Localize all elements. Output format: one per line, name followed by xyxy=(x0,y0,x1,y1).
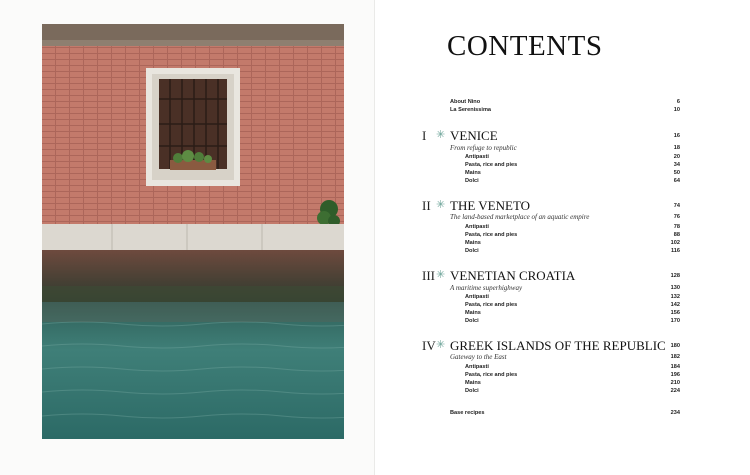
section-title: VENICE xyxy=(450,128,498,143)
section-subtitle-page: 182 xyxy=(670,354,680,360)
toc-entry-page: 78 xyxy=(673,224,680,230)
toc-entry-page: 234 xyxy=(670,410,680,416)
section-subtitle-label: From refuge to republic xyxy=(450,144,517,152)
toc-entry-label: About Nino xyxy=(450,99,481,105)
toc-entry-label: Dolci xyxy=(465,388,479,394)
toc-entry-label: Antipasti xyxy=(465,224,489,230)
section-numeral: II xyxy=(422,198,431,213)
section-title: GREEK ISLANDS OF THE REPUBLIC xyxy=(450,338,666,353)
toc-entry-page: 142 xyxy=(670,302,680,308)
toc-entry-page: 102 xyxy=(670,240,680,246)
toc-entry-label: Mains xyxy=(465,310,481,316)
toc-entry-label: Pasta, rice and pies xyxy=(465,302,518,308)
toc-entry-label: Mains xyxy=(465,240,481,246)
toc-entry-label: Mains xyxy=(465,170,481,176)
section-subtitle xyxy=(450,144,680,153)
eight-point-star-icon: ✳ xyxy=(436,199,446,211)
toc-entry-page: 64 xyxy=(673,178,680,184)
section-heading-2 xyxy=(420,198,680,214)
toc-entry-page: 196 xyxy=(670,372,680,378)
toc-entry-label: Pasta, rice and pies xyxy=(465,162,518,168)
toc-entry-page: 156 xyxy=(670,310,680,316)
section-subtitle-label: Gateway to the East xyxy=(450,353,507,361)
toc-entry-label: Antipasti xyxy=(465,294,489,300)
section-numeral: III xyxy=(422,268,435,283)
toc-entry-label: Dolci xyxy=(465,248,479,254)
toc-entry xyxy=(450,248,680,257)
toc-entry-label: Antipasti xyxy=(465,154,489,160)
section-page: 16 xyxy=(673,133,680,139)
section-numeral: I xyxy=(422,128,427,143)
section-subtitle xyxy=(450,213,680,222)
section-subtitle xyxy=(450,284,680,293)
toc-entry-page: 210 xyxy=(670,380,680,386)
toc-entry-page: 34 xyxy=(673,162,680,168)
toc-entry-label: Dolci xyxy=(465,318,479,324)
section-page: 128 xyxy=(670,273,680,279)
eight-point-star-icon: ✳ xyxy=(436,129,446,141)
toc-entry-page: 6 xyxy=(676,99,680,105)
section-subtitle-page: 76 xyxy=(673,214,680,220)
toc-entry-page: 116 xyxy=(670,248,680,254)
section-heading-4 xyxy=(420,338,680,354)
contents-title: CONTENTS xyxy=(447,30,603,62)
toc-entry-page: 184 xyxy=(670,364,680,370)
toc-entry-page: 88 xyxy=(673,232,680,238)
section-title: THE VENETO xyxy=(450,198,531,213)
toc-entry-page: 50 xyxy=(673,170,680,176)
toc-entry-label: Antipasti xyxy=(465,364,489,370)
section-page: 180 xyxy=(670,343,680,349)
section-subtitle-label: A maritime superhighway xyxy=(450,284,523,292)
venice-canal-photo xyxy=(42,24,344,439)
toc-entry-page: 132 xyxy=(670,294,680,300)
toc-entry-label: Base recipes xyxy=(450,410,485,416)
section-heading-3 xyxy=(420,268,680,284)
toc-entry-page: 170 xyxy=(670,318,680,324)
toc-entry-label: Pasta, rice and pies xyxy=(465,372,518,378)
toc-entry-label: Pasta, rice and pies xyxy=(465,232,518,238)
eight-point-star-icon: ✳ xyxy=(436,269,446,281)
section-subtitle-label: The land-based marketplace of an aquatic empire xyxy=(450,213,590,221)
section-page: 74 xyxy=(673,203,680,209)
toc-entry xyxy=(450,410,680,419)
toc-entry xyxy=(450,318,680,327)
section-title: VENETIAN CROATIA xyxy=(450,268,576,283)
toc-entry-page: 224 xyxy=(670,388,680,394)
toc-entry-label: Dolci xyxy=(465,178,479,184)
toc-entry xyxy=(450,178,680,187)
section-subtitle xyxy=(450,353,680,362)
toc-entry xyxy=(450,388,680,397)
section-subtitle-page: 130 xyxy=(670,285,680,291)
eight-point-star-icon: ✳ xyxy=(436,339,446,351)
toc-entry-page: 20 xyxy=(673,154,680,160)
toc-entry-label: Mains xyxy=(465,380,481,386)
section-numeral: IV xyxy=(422,338,436,353)
section-subtitle-page: 18 xyxy=(673,145,680,151)
toc-entry-page: 10 xyxy=(673,107,680,113)
toc-entry xyxy=(450,107,680,116)
toc-entry-label: La Serenissima xyxy=(450,107,492,113)
section-heading-1 xyxy=(420,128,680,144)
